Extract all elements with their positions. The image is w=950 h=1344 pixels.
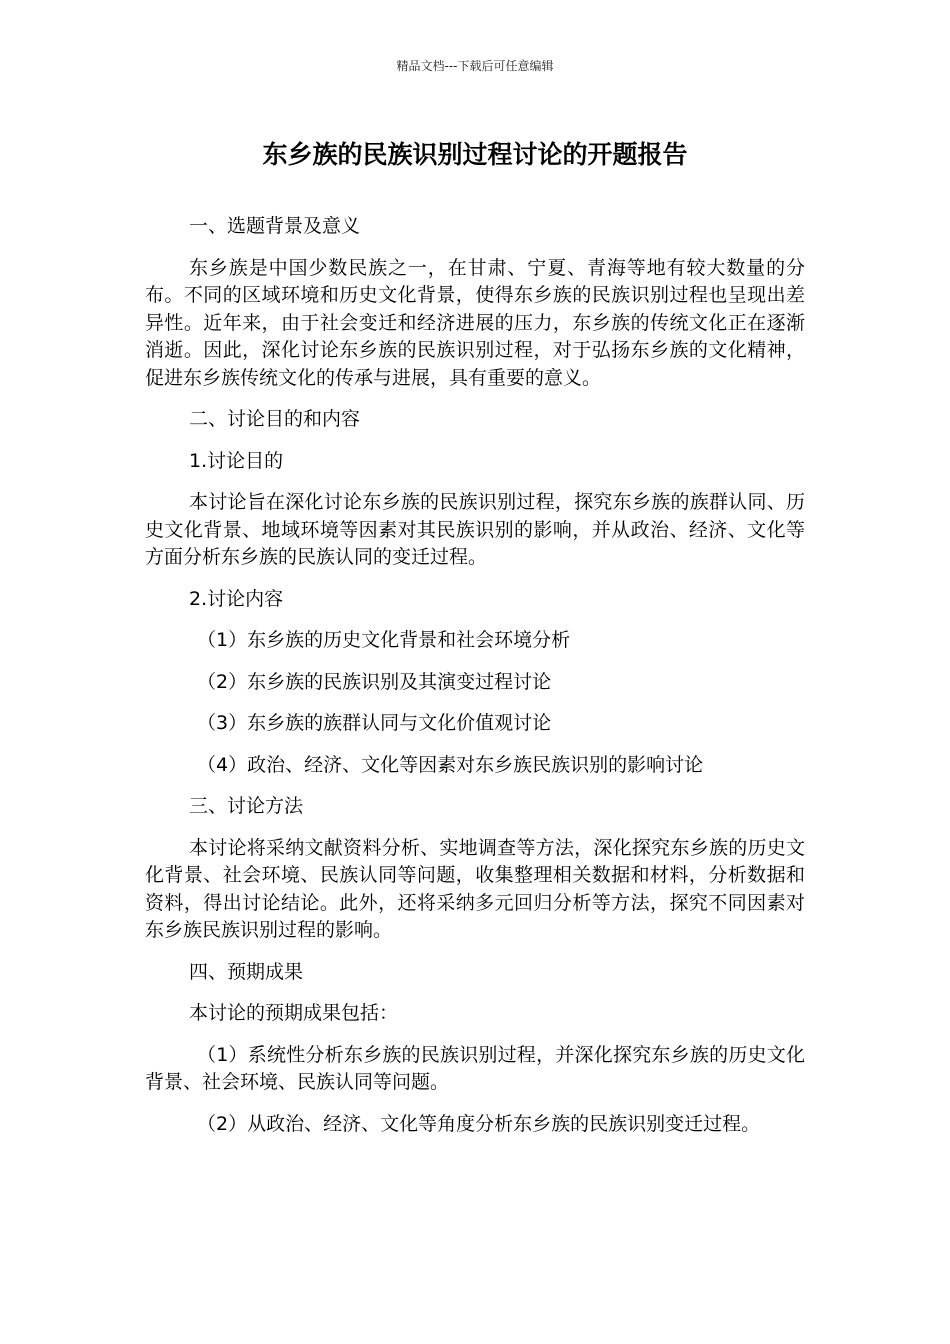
subheading-purpose: 1.讨论目的	[189, 449, 284, 472]
section-heading-background: 一、选题背景及意义	[189, 215, 361, 237]
section-heading-methods: 三、讨论方法	[189, 795, 304, 817]
background-paragraph: 东乡族是中国少数民族之一，在甘肃、宁夏、青海等地有较大数量的分布。不同的区域环境和历史文化背景，使得东乡族的民族识别过程也呈现出差异性。近年来，由于社会变迁和经济进展的压力，东乡族的传统文化正在逐渐消逝。因此，深化讨论东乡族的民族识别过程，对于弘扬东乡族的文化精神，促进东乡族传统文化的传承与进展，具有重要的意义。	[145, 256, 805, 389]
subheading-content: 2.讨论内容	[189, 587, 284, 610]
outcome-list-item: （1）系统性分析东乡族的民族识别过程，并深化探究东乡族的历史文化背景、社会环境、民族认同等问题。	[145, 1043, 805, 1093]
section-heading-outcomes: 四、预期成果	[189, 960, 304, 983]
content-list-item: （2）东乡族的民族识别及其演变过程讨论	[197, 670, 552, 693]
content-list-item: （4）政治、经济、文化等因素对东乡族民族识别的影响讨论	[197, 753, 704, 776]
content-list-item: （3）东乡族的族群认同与文化价值观讨论	[197, 712, 552, 734]
section-heading-purpose-content: 二、讨论目的和内容	[189, 408, 361, 430]
methods-paragraph: 本讨论将采纳文献资料分析、实地调查等方法，深化探究东乡族的历史文化背景、社会环境、民族认同等问题，收集整理相关数据和材料，分析数据和资料，得出讨论结论。此外，还将采纳多元回归分析等方法，探究不同因素对东乡族民族识别过程的影响。	[145, 836, 805, 941]
document-title: 东乡族的民族识别过程讨论的开题报告	[262, 140, 688, 169]
page-header-note: 精品文档---下载后可任意编辑	[396, 59, 554, 73]
purpose-paragraph: 本讨论旨在深化讨论东乡族的民族识别过程，探究东乡族的族群认同、历史文化背景、地域环境等因素对其民族识别的影响，并从政治、经济、文化等方面分析东乡族的民族认同的变迁过程。	[145, 491, 805, 568]
document-body	[145, 213, 805, 1152]
outcomes-intro: 本讨论的预期成果包括：	[189, 1002, 399, 1024]
outcome-list-item: （2）从政治、经济、文化等角度分析东乡族的民族识别变迁过程。	[197, 1112, 761, 1135]
content-list-item: （1）东乡族的历史文化背景和社会环境分析	[197, 629, 571, 651]
